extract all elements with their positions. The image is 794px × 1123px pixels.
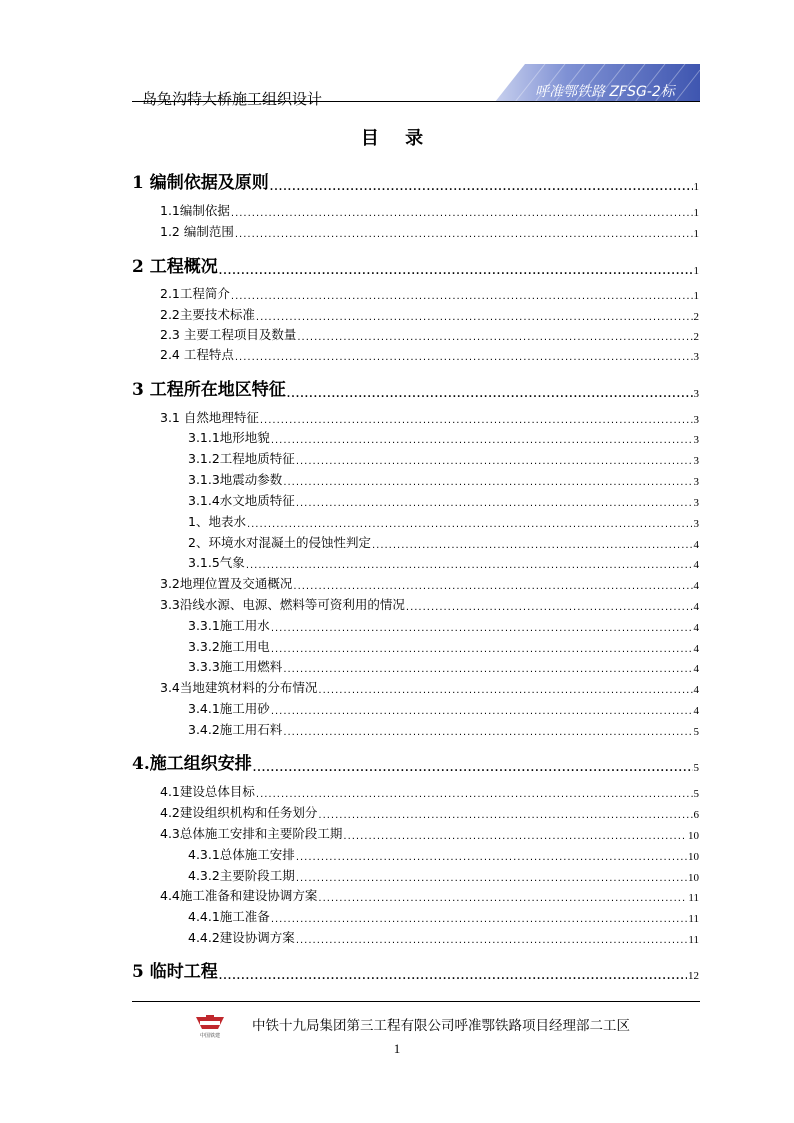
toc-leader	[318, 810, 692, 821]
toc-entry-text: 3.1.2工程地质特征	[188, 451, 295, 466]
toc-entry-text: 2.1工程简介	[160, 286, 230, 301]
toc-entry[interactable]	[188, 616, 699, 634]
toc-page-number: 11	[688, 934, 699, 946]
toc-leader	[283, 727, 692, 738]
toc-page-number: 3	[693, 518, 699, 530]
toc-page-number: 10	[688, 872, 699, 884]
toc-leader	[260, 415, 693, 426]
logo-icon	[190, 1013, 230, 1039]
toc-page-number: 1	[693, 207, 699, 219]
toc-entry[interactable]	[160, 574, 699, 592]
toc-entry-text: 4.4.1施工准备	[188, 909, 270, 924]
toc-leader	[247, 519, 693, 530]
toc-entry[interactable]	[160, 222, 699, 240]
toc-entry-text: 4.4施工准备和建设协调方案	[160, 888, 318, 903]
toc-entry-text: 5 临时工程	[132, 962, 218, 982]
toc-page-number: 1	[693, 290, 699, 302]
toc-entry[interactable]	[160, 782, 699, 800]
toc-entry[interactable]	[160, 325, 699, 343]
toc-leader	[270, 182, 693, 193]
toc-entry[interactable]	[188, 699, 699, 717]
toc-page-number: 1	[693, 181, 699, 193]
toc-leader	[246, 560, 693, 571]
page-number: 1	[393, 1041, 401, 1056]
toc-leader	[343, 831, 687, 842]
toc-page-number: 4	[693, 705, 699, 717]
footer-company-name: 中铁十九局集团第三工程有限公司呼准鄂铁路项目经理部二工区	[252, 1018, 630, 1034]
toc-leader	[256, 312, 693, 323]
toc-entry[interactable]	[132, 749, 699, 774]
toc-entry[interactable]	[160, 305, 699, 323]
toc-entry[interactable]	[188, 866, 699, 884]
toc-page-number: 4	[693, 622, 699, 634]
toc-entry[interactable]	[188, 428, 699, 446]
toc-entry[interactable]	[188, 928, 699, 946]
toc-entry[interactable]	[160, 803, 699, 821]
toc-page-number: 4	[693, 643, 699, 655]
toc-entry-text: 3.1.4水文地质特征	[188, 493, 295, 508]
toc-entry-text: 3.2地理位置及交通概况	[160, 576, 293, 591]
toc-page-number: 3	[693, 351, 699, 363]
toc-entry-text: 3.1.3地震动参数	[188, 472, 283, 487]
toc-entry[interactable]	[188, 657, 699, 675]
toc-entry-text: 1 编制依据及原则	[132, 173, 269, 193]
toc-entry[interactable]	[188, 512, 699, 530]
toc-entry-text: 2、环境水对混凝土的侵蚀性判定	[188, 535, 371, 550]
toc-entry[interactable]	[160, 201, 699, 219]
toc-leader	[256, 789, 693, 800]
toc-page-number: 5	[693, 762, 699, 774]
toc-leader	[271, 706, 693, 717]
toc-entry-text: 3.3沿线水源、电源、燃料等可资利用的情况	[160, 597, 405, 612]
toc-page-number: 1	[693, 265, 699, 277]
toc-entry-text: 3.4.1施工用砂	[188, 701, 270, 716]
toc-entry-text: 2.3 主要工程项目及数量	[160, 327, 297, 342]
toc-leader	[296, 852, 687, 863]
toc-entry-text: 1.2 编制范围	[160, 224, 234, 239]
header-title: 岛兔沟特大桥施工组织设计	[142, 90, 323, 108]
toc-page-number: 3	[693, 455, 699, 467]
toc-entry-text: 3.4.2施工用石料	[188, 722, 283, 737]
toc-page-number: 10	[688, 851, 699, 863]
toc-entry[interactable]	[188, 907, 699, 925]
toc-entry-text: 2.4 工程特点	[160, 347, 234, 362]
toc-leader	[219, 266, 693, 277]
toc-entry-text: 1.1编制依据	[160, 203, 230, 218]
toc-page-number: 4	[693, 580, 699, 592]
toc-leader	[318, 685, 692, 696]
toc-page-number: 4	[693, 539, 699, 551]
toc-entry[interactable]	[160, 678, 699, 696]
toc-entry-text: 3.3.2施工用电	[188, 639, 270, 654]
toc-page-number: 3	[693, 434, 699, 446]
toc-entry-text: 4.3.2主要阶段工期	[188, 868, 295, 883]
toc-leader	[253, 763, 693, 774]
toc-page-number: 4	[693, 663, 699, 675]
toc-entry[interactable]	[188, 470, 699, 488]
toc-entry-text: 3.1.5气象	[188, 555, 245, 570]
toc-entry[interactable]	[188, 553, 699, 571]
toc-leader	[271, 914, 688, 925]
toc-entry[interactable]	[132, 168, 699, 193]
toc-page-number: 5	[693, 788, 699, 800]
toc-leader	[296, 456, 693, 467]
toc-page-number: 1	[693, 228, 699, 240]
toc-page-number: 3	[693, 414, 699, 426]
toc-page-number: 4	[693, 559, 699, 571]
toc-leader	[271, 435, 693, 446]
toc-entry[interactable]	[188, 637, 699, 655]
toc-leader	[283, 664, 692, 675]
toc-leader	[283, 477, 692, 488]
toc-entry-text: 4.1建设总体目标	[160, 784, 255, 799]
toc-entry[interactable]	[132, 957, 699, 982]
toc-entry[interactable]	[188, 720, 699, 738]
footer-rule	[132, 1001, 700, 1002]
toc-entry-text: 2.2主要技术标准	[160, 307, 255, 322]
toc-entry-text: 4.施工组织安排	[132, 754, 252, 774]
toc-entry[interactable]	[160, 824, 699, 842]
toc-page-number: 11	[688, 913, 699, 925]
toc-leader	[296, 935, 688, 946]
toc-leader	[271, 623, 693, 634]
toc-page-number: 2	[693, 331, 699, 343]
toc-leader	[297, 332, 692, 343]
toc-leader	[296, 873, 687, 884]
company-logo	[190, 1013, 230, 1039]
toc-entry-text: 3.3.1施工用水	[188, 618, 270, 633]
toc-page-number: 2	[693, 311, 699, 323]
header-rule	[132, 101, 700, 102]
toc-entry-text: 3 工程所在地区特征	[132, 380, 286, 400]
toc-entry[interactable]	[160, 408, 699, 426]
toc-entry[interactable]	[160, 345, 699, 363]
toc-entry[interactable]	[188, 533, 699, 551]
toc-entry-text: 4.2建设组织机构和任务划分	[160, 805, 318, 820]
toc-entry[interactable]	[188, 449, 699, 467]
toc-page-number: 10	[688, 830, 699, 842]
toc-entry-text: 2 工程概况	[132, 257, 218, 277]
toc-leader	[219, 971, 687, 982]
toc-page-number: 6	[693, 809, 699, 821]
toc-leader	[296, 498, 693, 509]
toc-leader	[235, 352, 693, 363]
toc-entry-text: 3.1.1地形地貌	[188, 430, 270, 445]
toc-leader	[406, 602, 693, 613]
toc-page-number: 3	[693, 497, 699, 509]
toc-entry[interactable]	[132, 252, 699, 277]
toc-entry-text: 3.4当地建筑材料的分布情况	[160, 680, 318, 695]
banner-text: 呼准鄂铁路 ZFSG-2标	[535, 84, 675, 100]
toc-entry[interactable]	[188, 491, 699, 509]
toc-page-number: 12	[688, 970, 699, 982]
toc-entry[interactable]	[132, 375, 699, 400]
toc-page-number: 3	[693, 476, 699, 488]
toc-page-number: 3	[693, 388, 699, 400]
toc-page-number: 11	[688, 892, 699, 904]
logo-text: 中国铁建	[199, 1033, 221, 1039]
toc-entry-text: 4.3.1总体施工安排	[188, 847, 295, 862]
toc-leader	[231, 208, 693, 219]
toc-leader	[287, 389, 693, 400]
toc-entry[interactable]	[188, 845, 699, 863]
header-banner	[495, 64, 700, 102]
toc-leader	[318, 893, 687, 904]
toc-leader	[271, 644, 693, 655]
toc-page-number: 5	[693, 726, 699, 738]
toc-entry-text: 3.1 自然地理特征	[160, 410, 259, 425]
toc-leader	[231, 291, 693, 302]
toc-entry[interactable]	[160, 886, 699, 904]
toc-page-number: 4	[693, 684, 699, 696]
toc-entry[interactable]	[160, 284, 699, 302]
toc-page-number: 4	[693, 601, 699, 613]
document-title: 目 录	[360, 128, 434, 149]
toc-entry-text: 3.3.3施工用燃料	[188, 659, 283, 674]
toc-entry-text: 4.4.2建设协调方案	[188, 930, 295, 945]
toc-leader	[372, 540, 693, 551]
toc-entry-text: 4.3总体施工安排和主要阶段工期	[160, 826, 343, 841]
toc-entry-text: 1、地表水	[188, 514, 246, 529]
toc-leader	[235, 229, 693, 240]
toc-leader	[293, 581, 692, 592]
toc-entry[interactable]	[160, 595, 699, 613]
